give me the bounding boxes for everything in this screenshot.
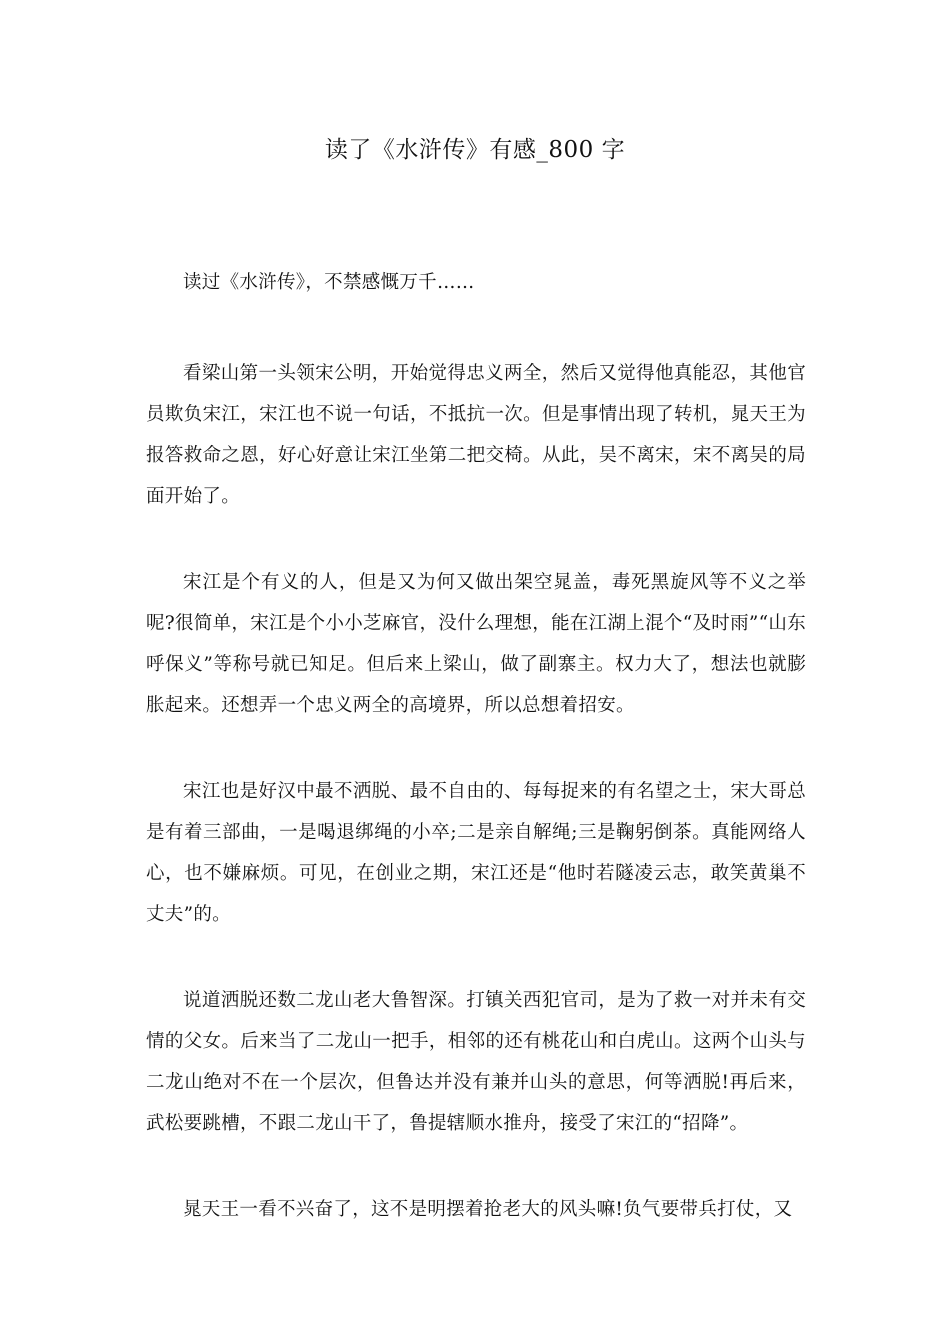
document-title: 读了《水浒传》有感_800 字 — [324, 137, 626, 163]
paragraph-2: 看梁山第一头领宋公明，开始觉得忠义两全，然后又觉得他真能忍，其他官员欺负宋江，宋江也不说一句话，不抵抗一次。但是事情出现了转机，晁天王为报答救命之恩，好心好意让宋江坐第二把交椅。从此，吴不离宋，宋不离吴的局面开始了。 — [146, 363, 806, 507]
paragraph-6: 晁天王一看不兴奋了，这不是明摆着抢老大的风头嘛!负气要带兵打仗，又 — [183, 1199, 793, 1220]
paragraph-4: 宋江也是好汉中最不洒脱、最不自由的、每每捉来的有名望之士，宋大哥总是有着三部曲，一是喝退绑绳的小卒;二是亲自解绳;三是鞠躬倒茶。真能网络人心，也不嫌麻烦。可见，在创业之期，宋江还是“他时若隧凌云志，敢笑黄巢不丈夫”的。 — [146, 781, 806, 925]
paragraph-5: 说道洒脱还数二龙山老大鲁智深。打镇关西犯官司，是为了救一对并未有交情的父女。后来当了二龙山一把手，相邻的还有桃花山和白虎山。这两个山头与二龙山绝对不在一个层次，但鲁达并没有兼并山头的意思，何等洒脱!再后来，武松要跳槽，不跟二龙山干了，鲁提辖顺水推舟，接受了宋江的“招降”。 — [146, 990, 806, 1134]
paragraph-3: 宋江是个有义的人，但是又为何又做出架空晁盖，毒死黑旋风等不义之举呢?很简单，宋江是个小小芝麻官，没什么理想，能在江湖上混个“及时雨”“山东呼保义”等称号就已知足。但后来上梁山，做了副寨主。权力大了，想法也就膨胀起来。还想弄一个忠义两全的高境界，所以总想着招安。 — [146, 572, 806, 716]
document-body — [146, 262, 806, 1275]
paragraph-1: 读过《水浒传》，不禁感慨万千…… — [183, 272, 475, 293]
